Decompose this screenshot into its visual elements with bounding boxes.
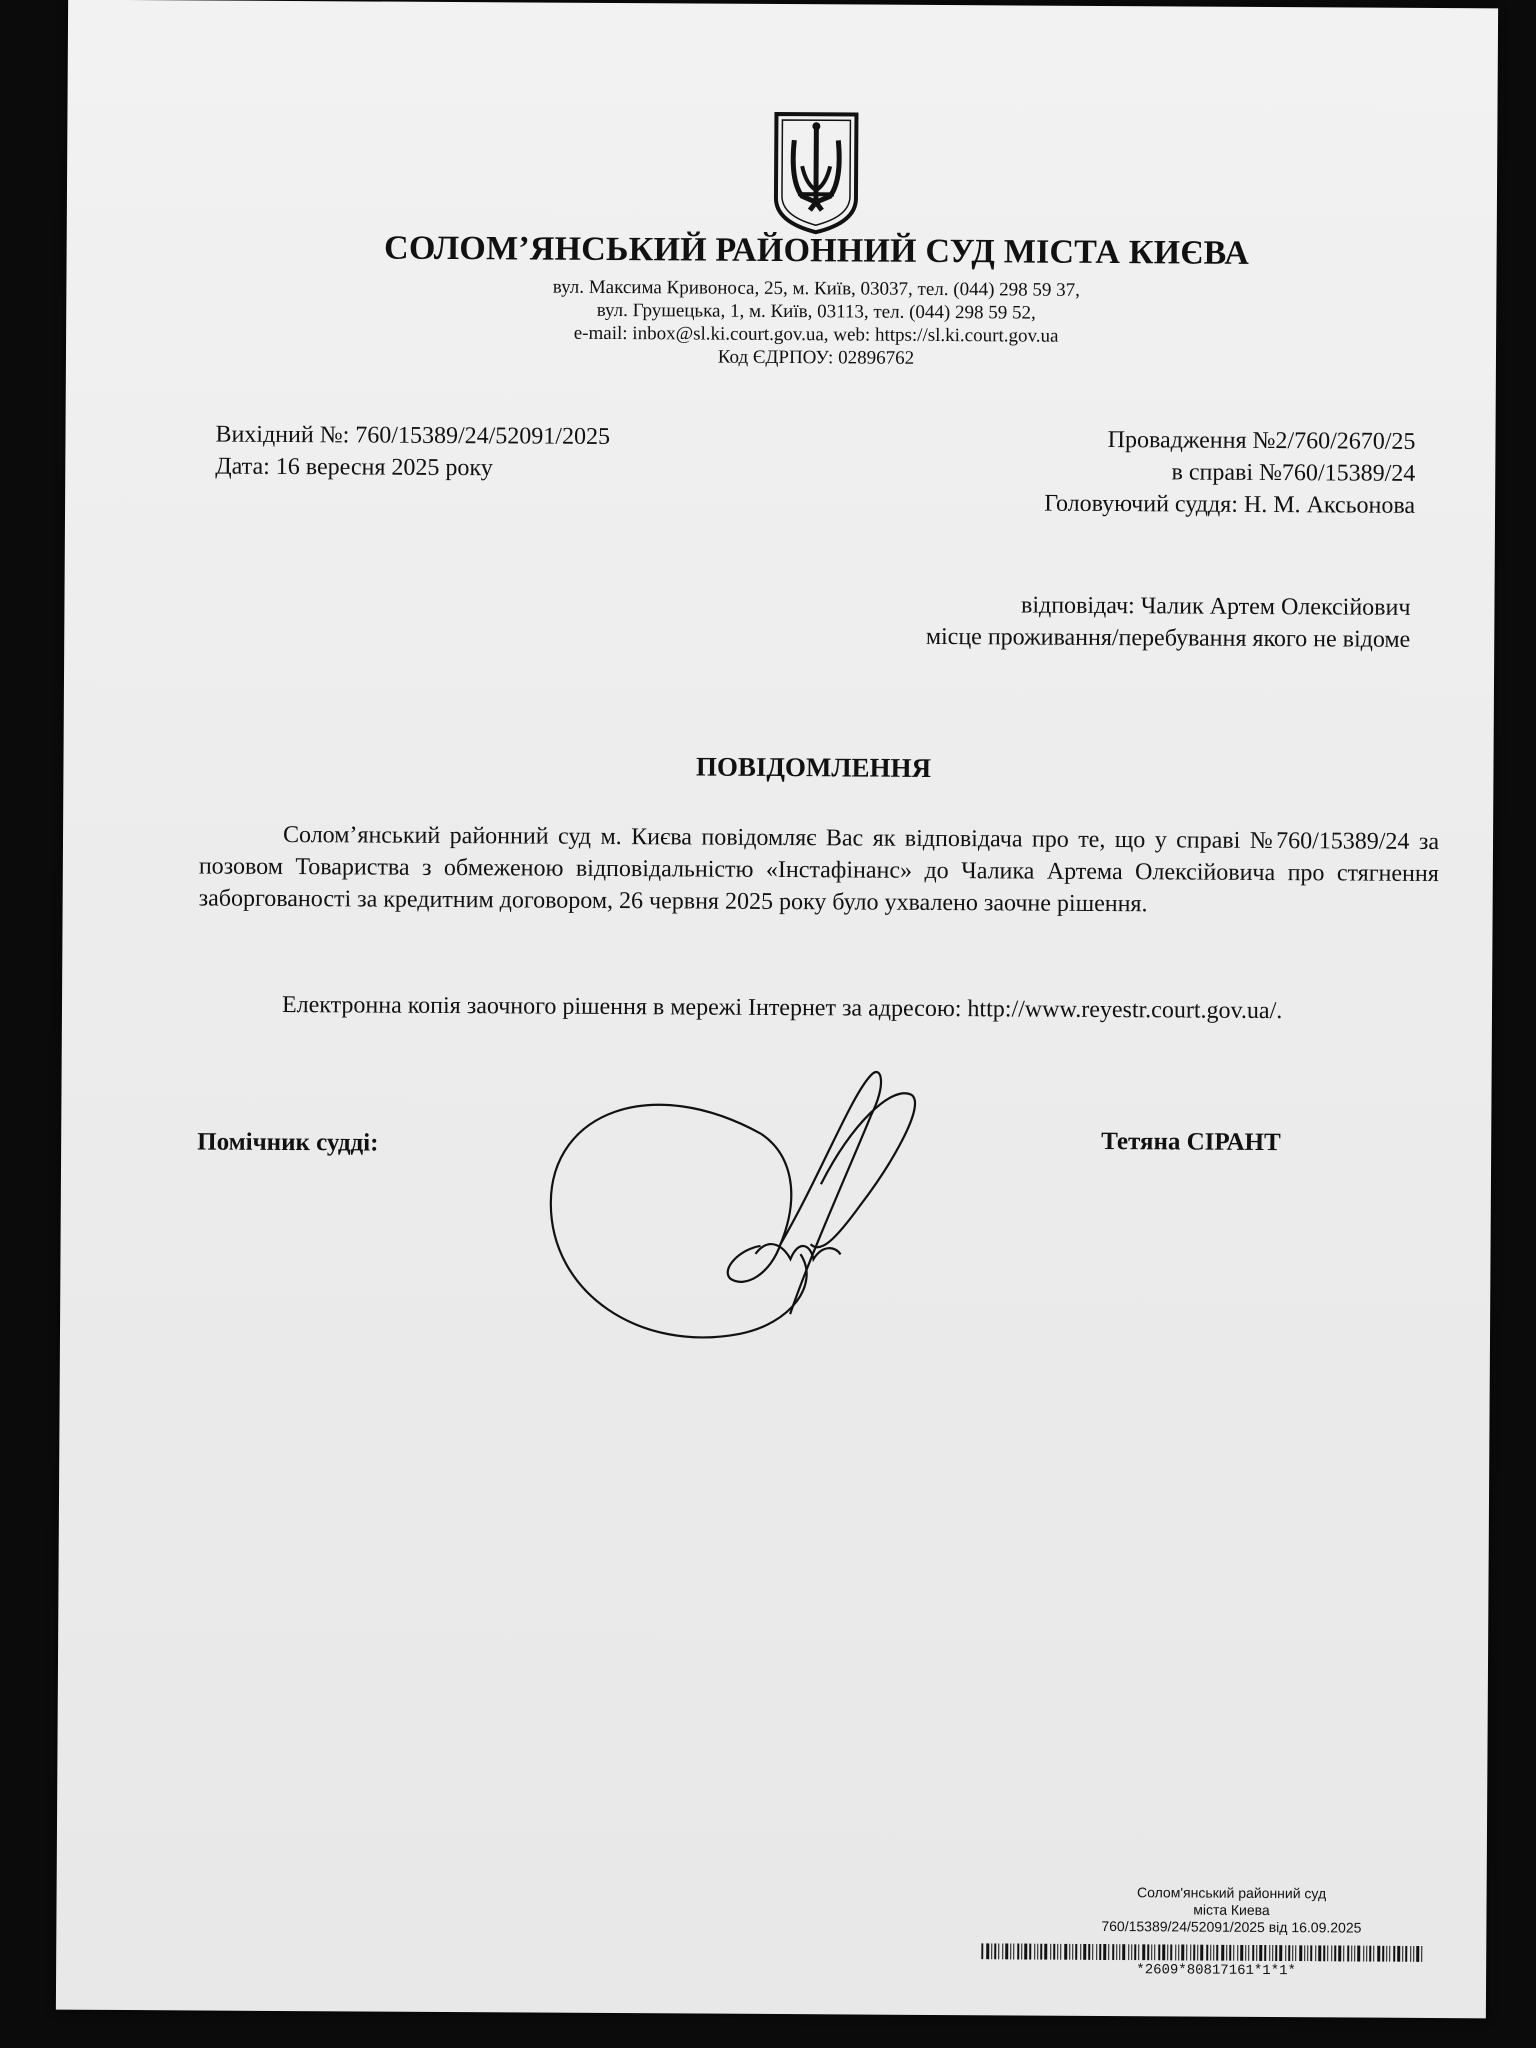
barcode-bar xyxy=(1154,1944,1155,1960)
barcode-bar xyxy=(1259,1945,1262,1961)
barcode-bar xyxy=(1416,1946,1419,1962)
barcode-bar xyxy=(1142,1944,1145,1960)
barcode-bar xyxy=(1318,1945,1321,1961)
outgoing-date: Дата: 16 вересня 2025 року xyxy=(215,453,493,482)
barcode-bar xyxy=(1288,1945,1290,1961)
barcode-bar xyxy=(1128,1944,1129,1960)
barcode-bar xyxy=(1347,1946,1349,1962)
barcode-bar xyxy=(1237,1945,1238,1961)
barcode-bar xyxy=(1108,1944,1109,1960)
barcode-bar xyxy=(1147,1944,1149,1960)
barcode-bar xyxy=(1099,1944,1101,1960)
barcode-bar xyxy=(1151,1944,1152,1960)
court-address-1: вул. Максима Кривоноса, 25, м. Київ, 03037, тел. (044) 298 59 37, xyxy=(552,276,1081,301)
barcode-bar xyxy=(1158,1944,1160,1960)
barcode-bar xyxy=(1295,1945,1296,1961)
barcode-bar xyxy=(1029,1944,1031,1960)
barcode-bar xyxy=(1256,1945,1257,1961)
barcode-bar xyxy=(1034,1944,1035,1960)
barcode-bar xyxy=(1210,1945,1211,1961)
barcode-bar xyxy=(1167,1944,1168,1960)
barcode-bar xyxy=(1357,1946,1360,1962)
barcode-bar xyxy=(994,1943,996,1959)
stamp-court-line: Солом'янський районний суд xyxy=(1136,1884,1327,1902)
barcode-bar xyxy=(1213,1945,1214,1961)
proceeding-number: Провадження №2/760/2670/25 xyxy=(1107,427,1416,455)
barcode-bar xyxy=(1216,1945,1218,1961)
barcode-bar xyxy=(1017,1943,1019,1959)
barcode-text: *2609*80817161*1*1* xyxy=(1136,1962,1296,1980)
barcode-bar xyxy=(1069,1944,1070,1960)
barcode-bar xyxy=(1338,1945,1341,1961)
recipient-block xyxy=(926,589,1411,656)
barcode-bar xyxy=(1181,1944,1184,1960)
barcode-bar xyxy=(1269,1945,1270,1961)
signer-name: Тетяна СІРАНТ xyxy=(1101,1127,1281,1157)
notice-paragraph-2: Електронна копія заочного рішення в мережі Інтернет за адресою: http://www.reyestr.court.gov.ua/. xyxy=(281,991,1283,1025)
barcode-bar xyxy=(1229,1945,1231,1961)
document-page xyxy=(56,0,1498,2018)
barcode-bar xyxy=(1410,1946,1411,1962)
barcode-bar xyxy=(1186,1945,1187,1961)
barcode-bar xyxy=(1245,1945,1246,1961)
barcode-bar xyxy=(1112,1944,1114,1960)
barcode-bar xyxy=(1377,1946,1380,1962)
barcode-bar xyxy=(1233,1945,1234,1961)
barcode-bar xyxy=(1402,1946,1403,1962)
barcode-bar xyxy=(1083,1944,1086,1960)
barcode-bar xyxy=(1190,1945,1191,1961)
barcode-bar xyxy=(998,1943,999,1959)
barcode-bar xyxy=(1366,1946,1367,1962)
barcode-bar xyxy=(1363,1946,1364,1962)
barcode-bar xyxy=(1060,1944,1061,1960)
outgoing-number: Вихідний №: 760/15389/24/52091/2025 xyxy=(215,421,611,450)
barcode-bar xyxy=(1138,1944,1139,1960)
barcode-bar xyxy=(1315,1945,1316,1961)
barcode-bar xyxy=(1119,1944,1120,1960)
barcode-bar xyxy=(1307,1945,1308,1961)
barcode-bar xyxy=(1116,1944,1117,1960)
barcode-bar xyxy=(1010,1943,1011,1959)
barcode-bar xyxy=(1057,1944,1058,1960)
barcode-bar xyxy=(1327,1945,1328,1961)
barcode-bar xyxy=(1178,1944,1179,1960)
barcode-bar xyxy=(1421,1946,1422,1962)
coat-of-arms-icon xyxy=(772,110,861,237)
barcode-bar xyxy=(1354,1946,1355,1962)
barcode-bar xyxy=(1221,1945,1224,1961)
case-meta xyxy=(1044,424,1415,522)
barcode-bar xyxy=(1373,1946,1374,1962)
barcode-bar xyxy=(1226,1945,1227,1961)
barcode-bar xyxy=(1040,1944,1042,1960)
court-address-2: вул. Грушецька, 1, м. Київ, 03113, тел. (044) 298 59 52, xyxy=(596,299,1036,324)
barcode-bar xyxy=(1272,1945,1273,1961)
case-number: в справі №760/15389/24 xyxy=(1171,459,1416,487)
barcode-bar xyxy=(1193,1945,1195,1961)
barcode-bar xyxy=(1310,1945,1312,1961)
outgoing-meta xyxy=(215,419,610,485)
barcode-bar xyxy=(1080,1944,1081,1960)
barcode-bar xyxy=(1134,1944,1136,1960)
registration-stamp xyxy=(1006,1883,1456,1937)
barcode-bar xyxy=(1131,1944,1132,1960)
handwritten-signature xyxy=(530,1053,1032,1356)
court-name: СОЛОМ’ЯНСЬКИЙ РАЙОННИЙ СУД МІСТА КИЄВА xyxy=(384,229,1250,272)
stamp-city-line: міста Киева xyxy=(1193,1901,1270,1919)
barcode-bar xyxy=(1021,1944,1022,1960)
barcode-bar xyxy=(1072,1944,1073,1960)
barcode-bar xyxy=(1206,1945,1208,1961)
barcode-bar xyxy=(1044,1944,1047,1960)
barcode-bar xyxy=(1088,1944,1090,1960)
barcode-bar xyxy=(1240,1945,1243,1961)
barcode xyxy=(981,1943,1427,1962)
barcode-bar xyxy=(1351,1946,1352,1962)
barcode-bar xyxy=(1299,1945,1302,1961)
barcode-bar xyxy=(1285,1945,1286,1961)
barcode-bar xyxy=(1064,1944,1067,1960)
barcode-bar xyxy=(1389,1946,1390,1962)
barcode-bar xyxy=(1248,1945,1249,1961)
barcode-bar xyxy=(1304,1945,1305,1961)
barcode-bar xyxy=(1393,1946,1395,1962)
barcode-bar xyxy=(1252,1945,1254,1961)
court-edrpou: Код ЄДРПОУ: 02896762 xyxy=(717,346,915,369)
barcode-bar xyxy=(1343,1945,1344,1961)
barcode-bar xyxy=(1096,1944,1097,1960)
barcode-bar xyxy=(991,1943,992,1959)
barcode-bar xyxy=(1197,1945,1198,1961)
notice-paragraph-1: Солом’янський районний суд м. Києва повідомляє Вас як відповідача про те, що у справі №760/15389/24 за позовом Товариства з обмеженою відповідальністю «Інстафінанс» до Чалика Артема Олексійовича про стягнення заборгованості за кредитним договором, 26 червня 2025 року було ухвалено заочне рішення. xyxy=(198,821,1440,918)
barcode-bar xyxy=(1122,1944,1125,1960)
barcode-bar xyxy=(1292,1945,1293,1961)
barcode-bar xyxy=(1397,1946,1400,1962)
barcode-bar xyxy=(1037,1944,1038,1960)
presiding-judge: Головуючий суддя: Н. М. Аксьонова xyxy=(1044,490,1416,519)
barcode-bar xyxy=(1264,1945,1266,1961)
barcode-bar xyxy=(1162,1944,1165,1960)
stamp-reference-line: 760/15389/24/52091/2025 від 16.09.2025 xyxy=(1101,1917,1362,1936)
notice-title: ПОВІДОМЛЕННЯ xyxy=(695,751,932,783)
barcode-bar xyxy=(981,1943,983,1959)
barcode-bar xyxy=(1175,1944,1176,1960)
recipient-defendant: відповідач: Чалик Артем Олексійович xyxy=(1020,592,1411,621)
court-contacts: e-mail: inbox@sl.ki.court.gov.ua, web: https://sl.ki.court.gov.ua xyxy=(573,322,1059,347)
barcode-bar xyxy=(1075,1944,1077,1960)
barcode-bar xyxy=(1002,1943,1003,1959)
barcode-bar xyxy=(1323,1945,1325,1961)
barcode-bar xyxy=(986,1943,989,1959)
barcode-bar xyxy=(1334,1945,1336,1961)
recipient-residence: місце проживання/перебування якого не відоме xyxy=(925,623,1411,653)
barcode-bar xyxy=(1103,1944,1106,1960)
barcode-bar xyxy=(1413,1946,1414,1962)
barcode-bar xyxy=(1331,1945,1332,1961)
barcode-bar xyxy=(1279,1945,1282,1961)
barcode-bar xyxy=(1050,1944,1051,1960)
barcode-bar xyxy=(1005,1943,1008,1959)
barcode-bar xyxy=(1275,1945,1277,1961)
barcode-bar xyxy=(1170,1944,1172,1960)
barcode-bar xyxy=(1386,1946,1387,1962)
barcode-bar xyxy=(1382,1946,1384,1962)
barcode-bar xyxy=(1405,1946,1407,1962)
barcode-bar xyxy=(1053,1944,1055,1960)
barcode-bar xyxy=(1092,1944,1093,1960)
barcode-bar xyxy=(1024,1944,1027,1960)
barcode-bar xyxy=(1369,1946,1371,1962)
signer-role: Помічник судді: xyxy=(197,1128,379,1157)
barcode-bar xyxy=(1013,1943,1014,1959)
barcode-bar xyxy=(1200,1945,1203,1961)
